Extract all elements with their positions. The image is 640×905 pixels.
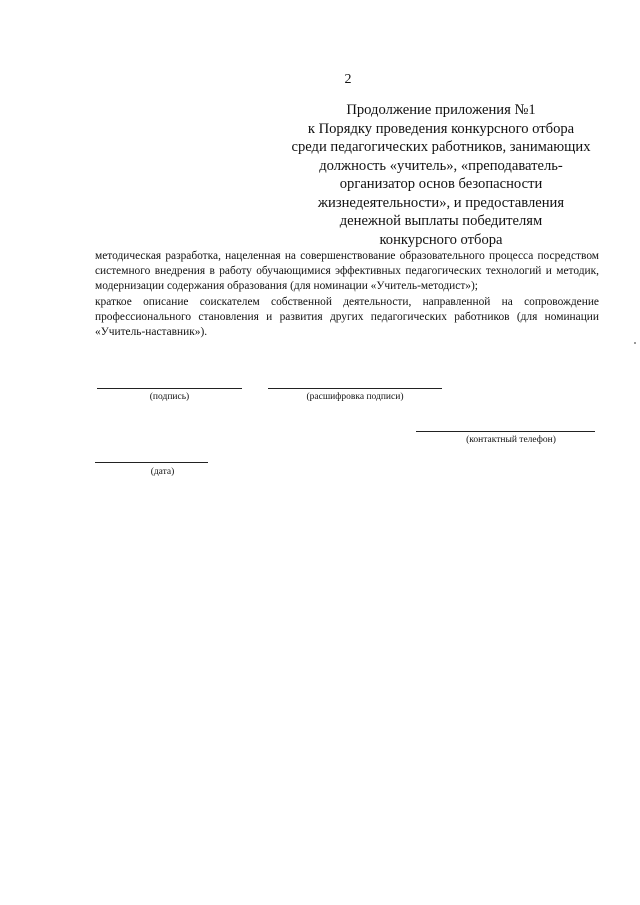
signature-label: (подпись) — [149, 392, 190, 402]
header-line: Продолжение приложения №1 — [346, 102, 536, 118]
header-line: конкурсного отбора — [379, 231, 503, 248]
scan-artifact — [634, 342, 636, 344]
header-line: к Порядку проведения конкурсного отбора — [307, 120, 575, 137]
header-line: денежной выплаты победителям — [339, 213, 543, 229]
header-line: организатор основ безопасности — [339, 176, 543, 192]
header-line: жизнедеятельности», и предоставления — [317, 194, 565, 211]
header-line: должность «учитель», «преподаватель- — [319, 157, 563, 174]
signature-decoding-label: (расшифровка подписи) — [306, 392, 404, 402]
contact-phone-label: (контактный телефон) — [466, 435, 556, 445]
appendix-header — [268, 101, 614, 249]
signature-decoding-line — [268, 388, 442, 389]
contact-phone-line — [416, 431, 595, 432]
body-text — [95, 249, 599, 340]
header-line: среди педагогических работников, занимающих — [291, 139, 591, 155]
page-number: 2 — [344, 72, 352, 87]
date-line — [95, 462, 208, 463]
signature-line — [97, 388, 242, 389]
paragraph-activity-description: краткое описание соискателем собственной деятельности, направленной на сопровождение профессионального становления и развития других педагогических работников (для номинации «Учитель-наставник»). — [95, 295, 599, 339]
paragraph-methodical-development: методическая разработка, нацеленная на совершенствование образовательного процесса посредством системного внедрения в работу обучающимися эффективных педагогических технологий и методик, модернизации содержания образования (для номинации «Учитель-методист»); — [95, 250, 599, 293]
date-label: (дата) — [150, 467, 175, 477]
